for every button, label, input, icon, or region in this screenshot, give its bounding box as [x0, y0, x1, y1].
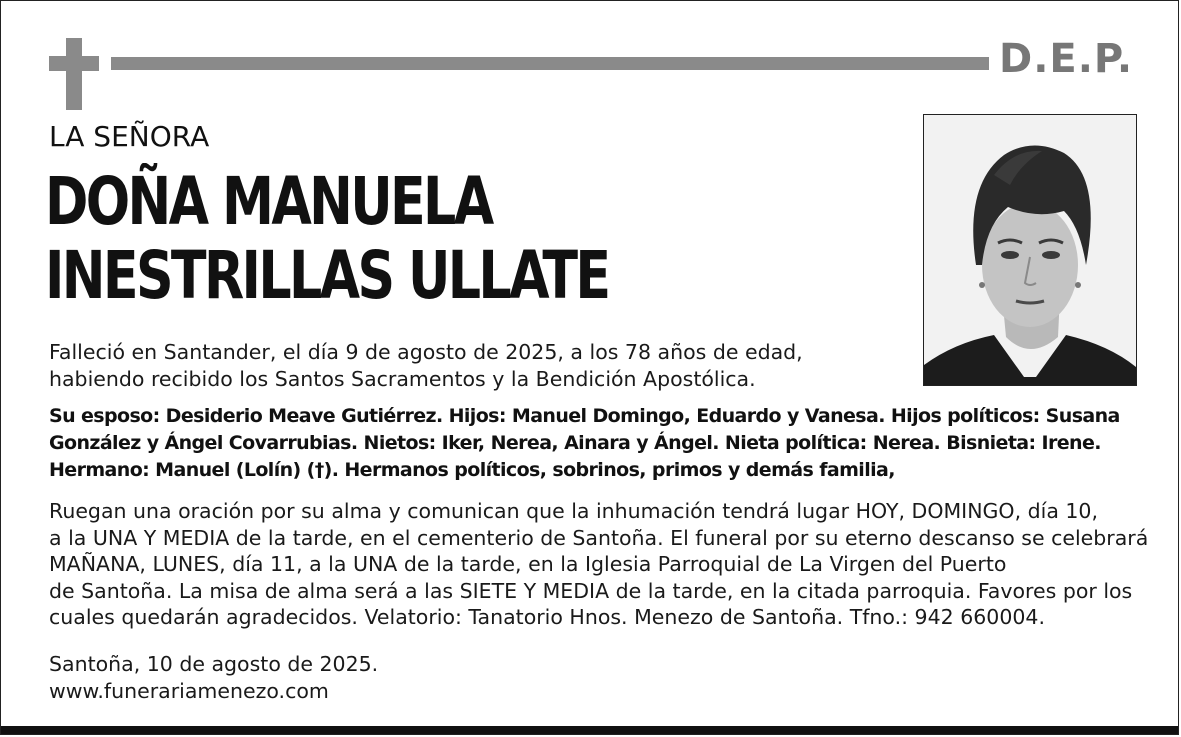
service-line: a la UNA Y MEDIA de la tarde, en el cementerio de Santoña. El funeral por su eterno descanso se celebrará	[49, 525, 1149, 550]
family-line: Su esposo: Desiderio Meave Gutiérrez. Hijos: Manuel Domingo, Eduardo y Vanesa. Hijos políticos: Susana	[49, 405, 1120, 427]
service-line: Ruegan una oración por su alma y comunican que la inhumación tendrá lugar HOY, DOMINGO, día 10,	[49, 499, 1098, 523]
death-announcement	[49, 339, 803, 392]
header-rule	[111, 57, 989, 70]
name-line-2: INESTRILLAS ULLATE	[45, 237, 609, 314]
place-date: Santoña, 10 de agosto de 2025.	[49, 652, 379, 676]
bottom-border	[1, 726, 1178, 734]
intro-line: habiendo recibido los Santos Sacramentos y la Bendición Apostólica.	[49, 366, 756, 391]
family-line: Hermano: Manuel (Lolín) (†). Hermanos políticos, sobrinos, primos y demás familia,	[49, 459, 895, 481]
intro-line: Falleció en Santander, el día 9 de agosto de 2025, a los 78 años de edad,	[49, 340, 803, 364]
service-line: de Santoña. La misa de alma será a las SIETE Y MEDIA de la tarde, en la citada parroquia. Favores por los	[49, 578, 1133, 603]
portrait-photo	[923, 114, 1137, 386]
service-line: cuales quedarán agradecidos. Velatorio: Tanatorio Hnos. Menezo de Santoña. Tfno.: 942 660004.	[49, 605, 1045, 629]
name-line-1: DOÑA MANUELA	[45, 163, 492, 240]
dep-label: D.E.P.	[999, 36, 1134, 82]
service-details	[49, 498, 1148, 631]
footer	[49, 651, 378, 704]
honorific-title: LA SEÑORA	[49, 120, 210, 153]
website-link[interactable]: www.funerariamenezo.com	[49, 678, 329, 703]
cross-icon	[49, 38, 99, 110]
deceased-name	[45, 165, 608, 313]
service-line: MAÑANA, LUNES, día 11, a la UNA de la tarde, en la Iglesia Parroquial de La Virgen del Puerto	[49, 552, 1007, 576]
family-line: González y Ángel Covarrubias. Nietos: Iker, Nerea, Ainara y Ángel. Nieta política: Nerea. Bisnieta: Irene.	[49, 432, 1101, 454]
family-list	[49, 403, 1120, 484]
